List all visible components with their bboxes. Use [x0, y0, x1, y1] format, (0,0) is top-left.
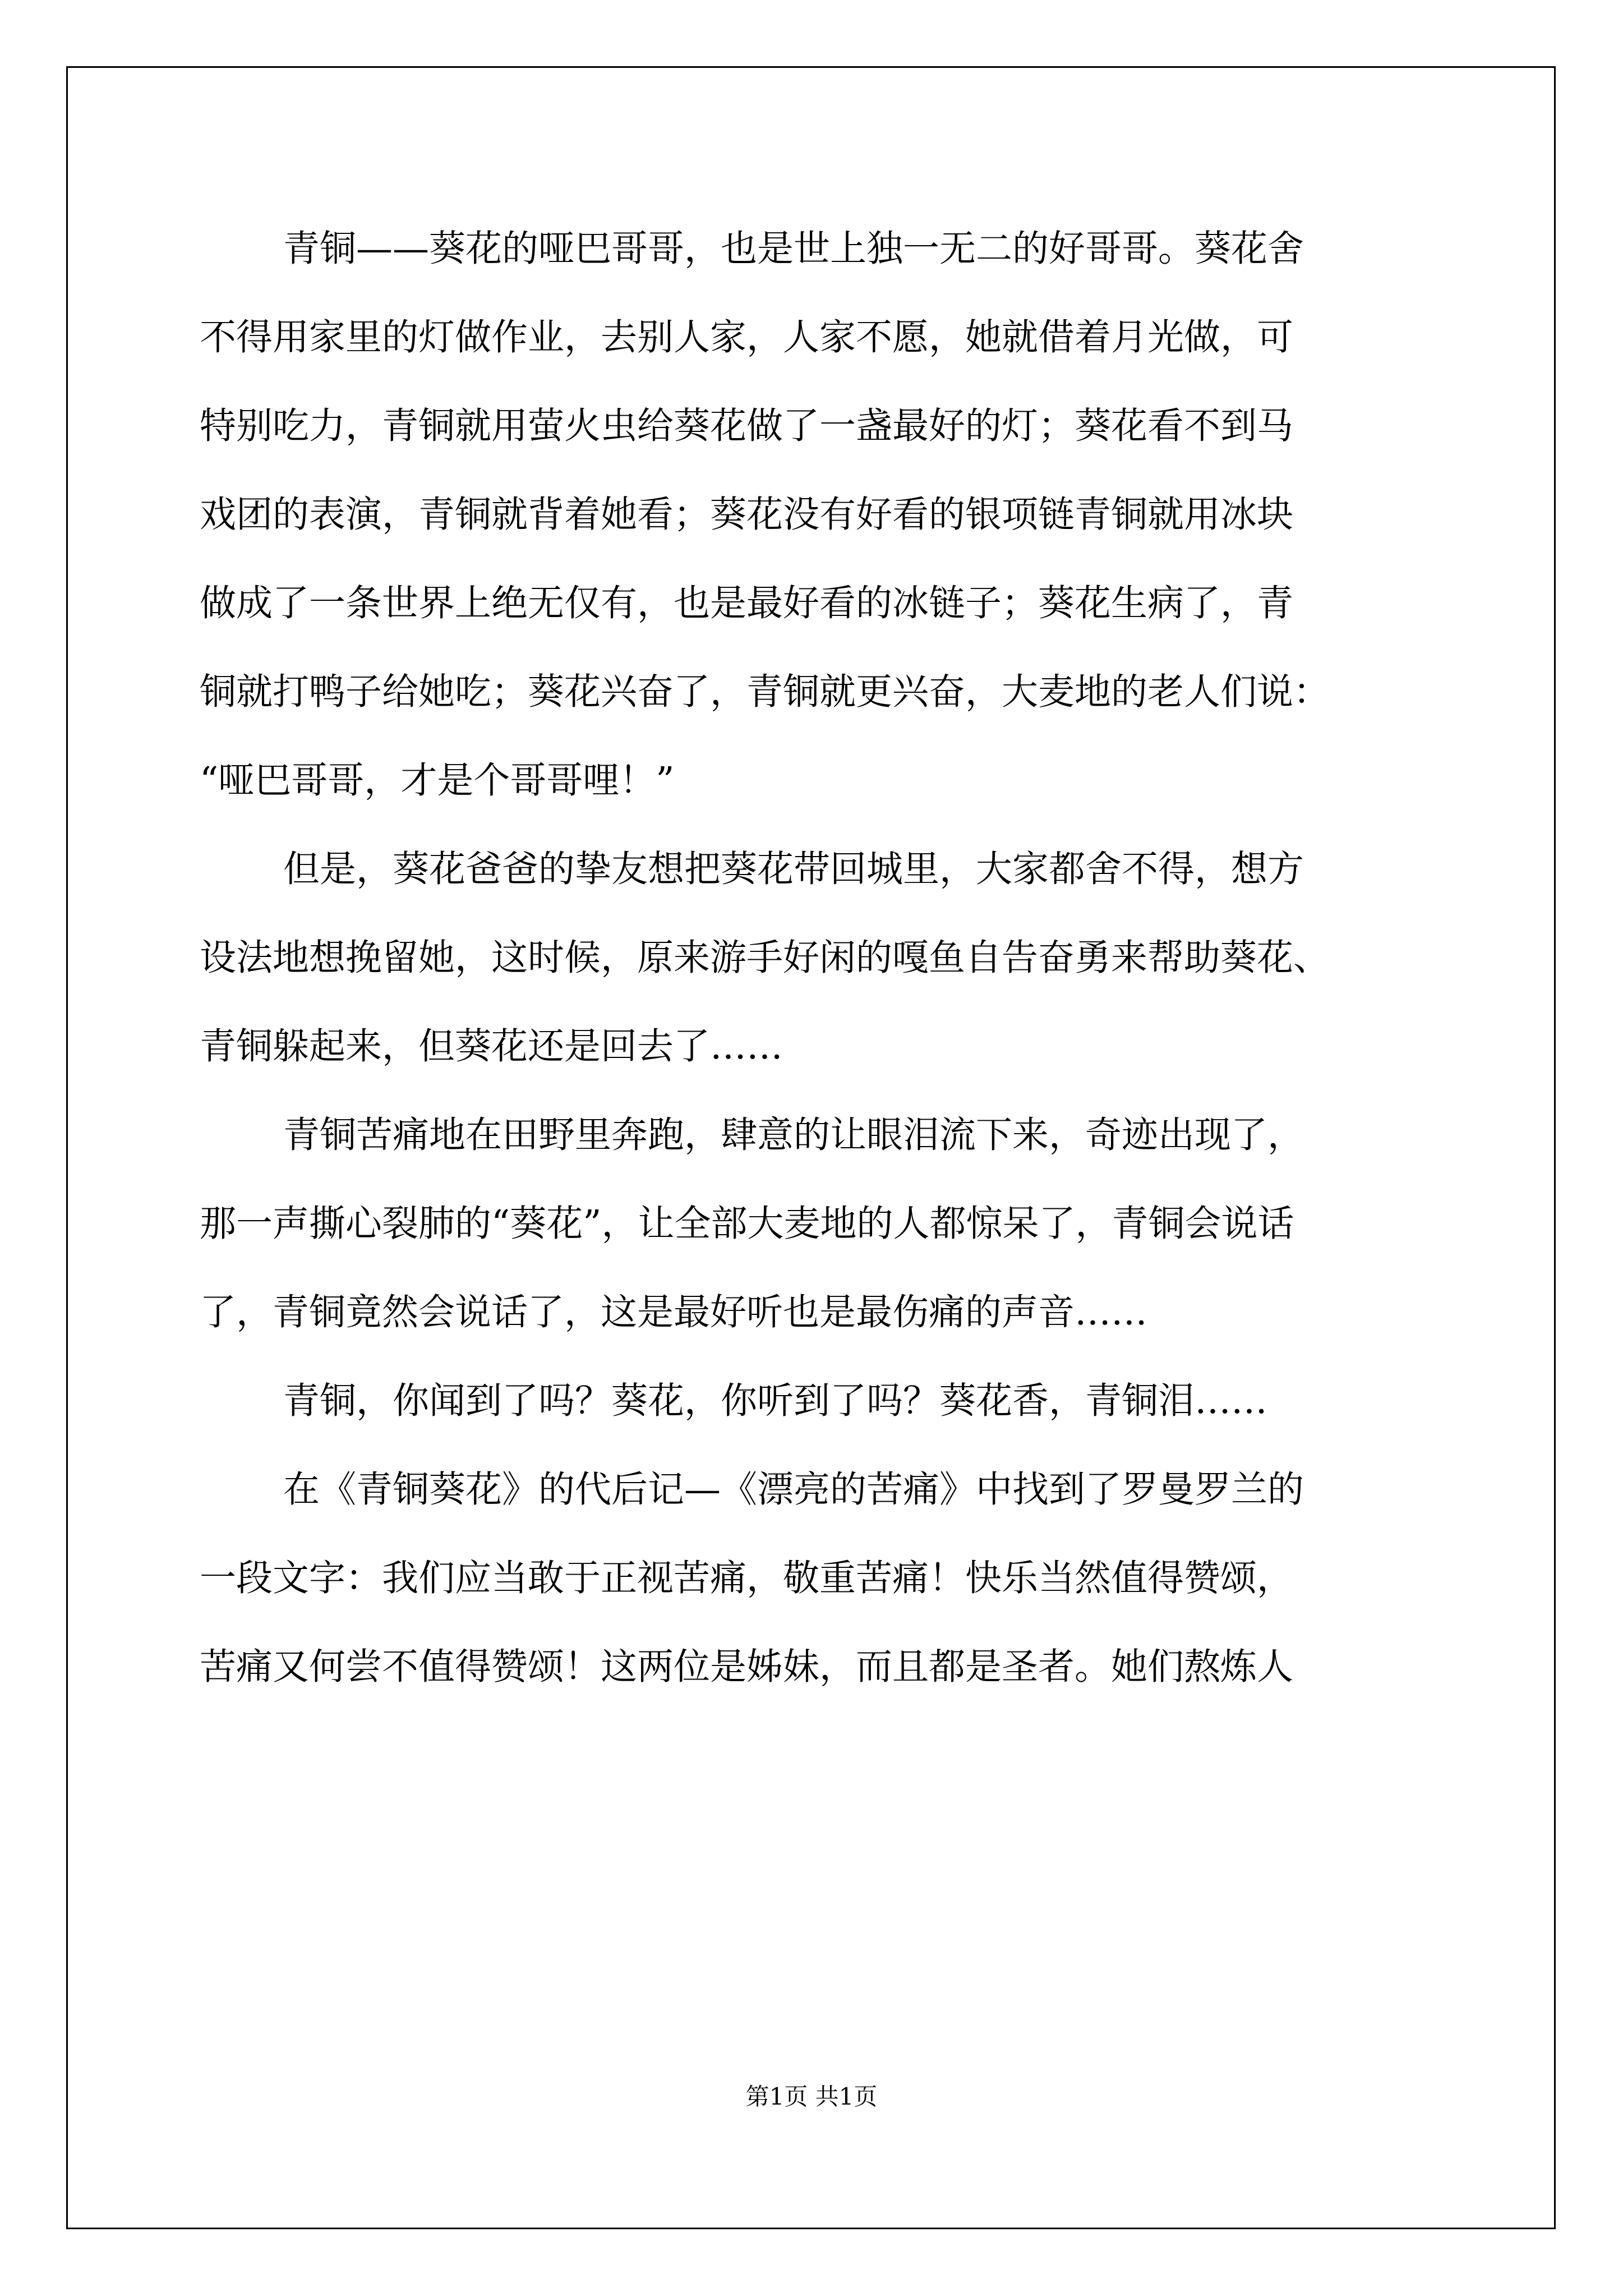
paragraph-line: 苦痛又何尝不值得赞颂！这两位是姊妹，而且都是圣者。她们熬炼人	[200, 1646, 1294, 1688]
paragraph-line: 了，青铜竟然会说话了，这是最好听也是最伤痛的声音……	[200, 1291, 1148, 1333]
paragraph-line: 在《青铜葵花》的代后记—《漂亮的苦痛》中找到了罗曼罗兰的	[283, 1469, 1304, 1511]
paragraph-line: 但是，葵花爸爸的挚友想把葵花带回城里，大家都舍不得，想方	[283, 848, 1304, 890]
paragraph-line: “哑巴哥哥，才是个哥哥哩！”	[200, 760, 675, 802]
paragraph-line: 青铜苦痛地在田野里奔跑，肆意的让眼泪流下来，奇迹出现了，	[283, 1114, 1304, 1156]
paragraph-line: 设法地想挽留她，这时候，原来游手好闲的嘎鱼自告奋勇来帮助葵花、	[200, 937, 1330, 979]
paragraph-line: 那一声撕心裂肺的“葵花”，让全部大麦地的人都惊呆了，青铜会说话	[200, 1203, 1294, 1245]
paragraph-line: 青铜躲起来，但葵花还是回去了……	[200, 1025, 783, 1068]
paragraph-line: 铜就打鸭子给她吃；葵花兴奋了，青铜就更兴奋，大麦地的老人们说：	[200, 671, 1330, 713]
page-number: 第1页 共1页	[745, 2083, 878, 2110]
paragraph-line: 青铜——葵花的哑巴哥哥，也是世上独一无二的好哥哥。葵花舍	[283, 228, 1304, 270]
paragraph-line: 不得用家里的灯做作业，去别人家，人家不愿，她就借着月光做，可	[200, 316, 1294, 358]
paragraph-line: 青铜，你闻到了吗？葵花，你听到了吗？葵花香，青铜泪……	[283, 1380, 1268, 1422]
paragraph-line: 戏团的表演，青铜就背着她看；葵花没有好看的银项链青铜就用冰块	[200, 494, 1294, 536]
paragraph-line: 一段文字：我们应当敢于正视苦痛，敬重苦痛！快乐当然值得赞颂，	[200, 1557, 1294, 1599]
paragraph-line: 特别吃力，青铜就用萤火虫给葵花做了一盏最好的灯；葵花看不到马	[200, 405, 1294, 447]
paragraph-line: 做成了一条世界上绝无仅有，也是最好看的冰链子；葵花生病了，青	[200, 582, 1294, 624]
